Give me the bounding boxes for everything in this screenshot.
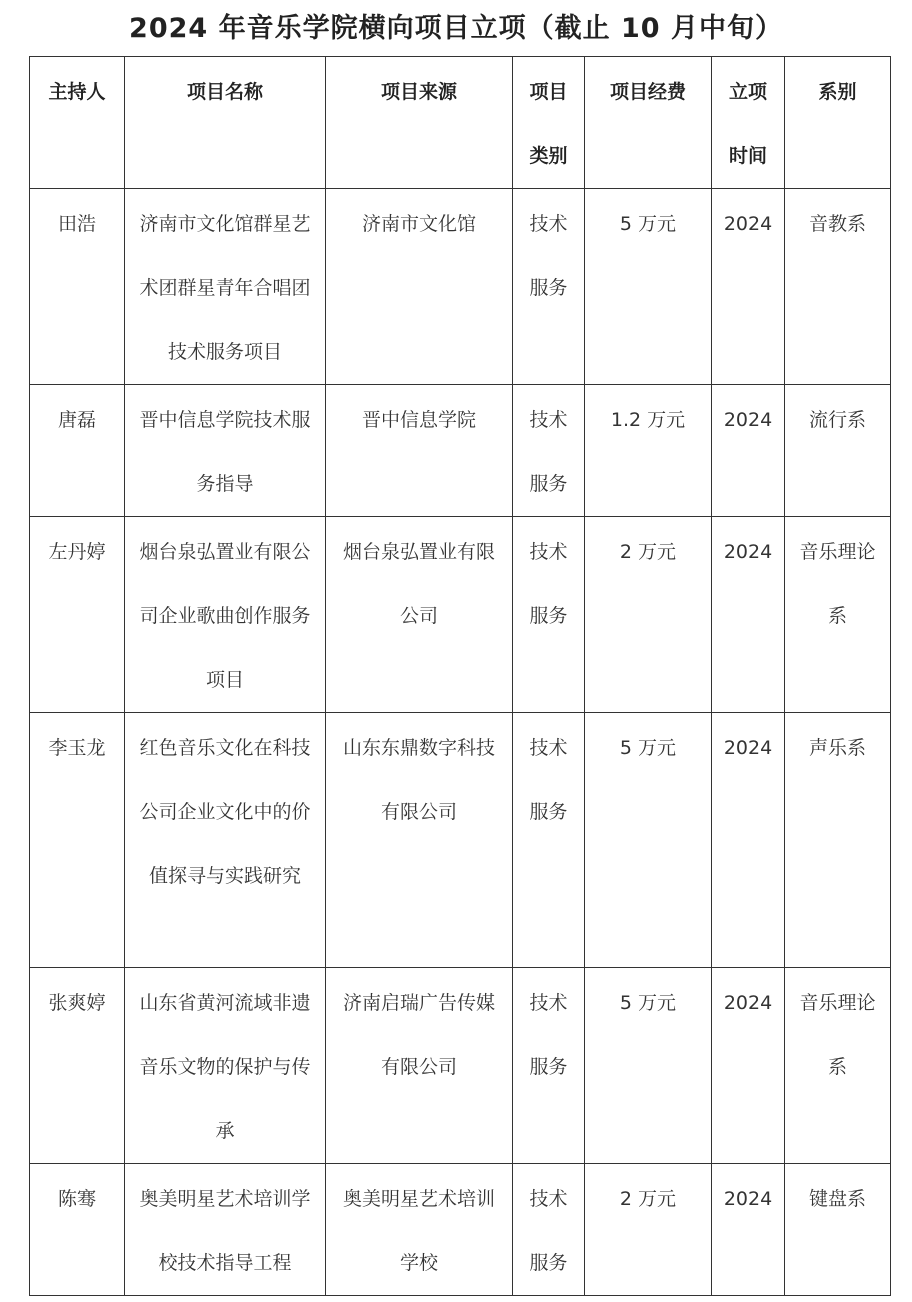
cell-year: 2024 xyxy=(712,1164,785,1296)
cell-funding: 1.2 万元 xyxy=(585,385,712,517)
column-header-funding: 项目经费 xyxy=(585,57,712,189)
cell-type: 技术服务 xyxy=(513,968,585,1164)
cell-name: 晋中信息学院技术服务指导 xyxy=(125,385,326,517)
cell-name: 红色音乐文化在科技公司企业文化中的价值探寻与实践研究 xyxy=(125,713,326,968)
cell-dept: 音教系 xyxy=(785,189,891,385)
cell-dept: 声乐系 xyxy=(785,713,891,968)
cell-type: 技术服务 xyxy=(513,517,585,713)
column-header-dept: 系别 xyxy=(785,57,891,189)
table-row xyxy=(30,1164,891,1296)
cell-source: 烟台泉弘置业有限公司 xyxy=(326,517,513,713)
table-row xyxy=(30,385,891,517)
table-row xyxy=(30,968,891,1164)
column-header-source: 项目来源 xyxy=(326,57,513,189)
column-header-name: 项目名称 xyxy=(125,57,326,189)
cell-dept: 音乐理论系 xyxy=(785,968,891,1164)
cell-dept: 音乐理论系 xyxy=(785,517,891,713)
column-header-type: 项目类别 xyxy=(513,57,585,189)
cell-year: 2024 xyxy=(712,385,785,517)
cell-source: 晋中信息学院 xyxy=(326,385,513,517)
cell-name: 山东省黄河流域非遗音乐文物的保护与传承 xyxy=(125,968,326,1164)
cell-source: 奥美明星艺术培训学校 xyxy=(326,1164,513,1296)
cell-funding: 5 万元 xyxy=(585,968,712,1164)
cell-source: 山东东鼎数字科技有限公司 xyxy=(326,713,513,968)
table-row xyxy=(30,713,891,968)
cell-name: 奥美明星艺术培训学校技术指导工程 xyxy=(125,1164,326,1296)
cell-year: 2024 xyxy=(712,189,785,385)
cell-source: 济南启瑞广告传媒有限公司 xyxy=(326,968,513,1164)
cell-type: 技术服务 xyxy=(513,189,585,385)
cell-name: 济南市文化馆群星艺术团群星青年合唱团技术服务项目 xyxy=(125,189,326,385)
cell-type: 技术服务 xyxy=(513,385,585,517)
cell-host: 田浩 xyxy=(30,189,125,385)
cell-year: 2024 xyxy=(712,968,785,1164)
cell-host: 左丹婷 xyxy=(30,517,125,713)
cell-year: 2024 xyxy=(712,713,785,968)
cell-host: 陈骞 xyxy=(30,1164,125,1296)
cell-name: 烟台泉弘置业有限公司企业歌曲创作服务项目 xyxy=(125,517,326,713)
table-row xyxy=(30,517,891,713)
cell-funding: 2 万元 xyxy=(585,517,712,713)
cell-dept: 键盘系 xyxy=(785,1164,891,1296)
page-title: 2024 年音乐学院横向项目立项（截止 10 月中旬） xyxy=(129,13,783,44)
column-header-year: 立项时间 xyxy=(712,57,785,189)
cell-host: 李玉龙 xyxy=(30,713,125,968)
cell-dept: 流行系 xyxy=(785,385,891,517)
table-row xyxy=(30,189,891,385)
cell-host: 张爽婷 xyxy=(30,968,125,1164)
column-header-host: 主持人 xyxy=(30,57,125,189)
projects-table xyxy=(29,56,891,1296)
cell-host: 唐磊 xyxy=(30,385,125,517)
cell-type: 技术服务 xyxy=(513,1164,585,1296)
cell-funding: 5 万元 xyxy=(585,713,712,968)
cell-source: 济南市文化馆 xyxy=(326,189,513,385)
cell-year: 2024 xyxy=(712,517,785,713)
cell-funding: 5 万元 xyxy=(585,189,712,385)
cell-type: 技术服务 xyxy=(513,713,585,968)
table-header-row xyxy=(30,57,891,189)
cell-funding: 2 万元 xyxy=(585,1164,712,1296)
